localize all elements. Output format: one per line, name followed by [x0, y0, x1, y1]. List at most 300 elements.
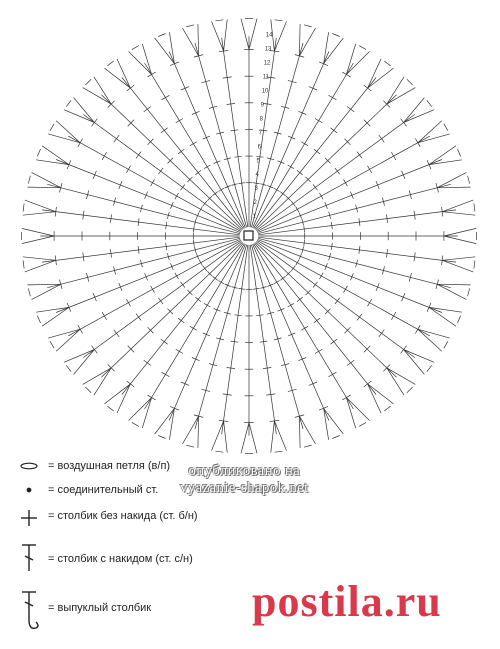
legend-text: = соединительный ст.: [48, 484, 159, 496]
stitch-tick: [296, 260, 299, 266]
legend-text: = столбик с накидом (ст. с/н): [48, 553, 193, 565]
stitch-spoke: [258, 238, 451, 287]
stitch-tick: [330, 128, 337, 133]
stitch-tick: [158, 298, 163, 304]
stitch-tick: [347, 107, 354, 112]
stitch-spoke: [195, 245, 247, 429]
stitch-tick: [203, 136, 210, 139]
stitch-tick: [350, 192, 353, 199]
stitch-fan: [324, 32, 329, 64]
stitch-tick: [192, 111, 200, 114]
stitch-spoke: [258, 184, 451, 233]
stitch-tick: [93, 171, 96, 179]
stitch-tick: [181, 382, 189, 385]
round-number: 5: [256, 158, 260, 165]
stitch-tick: [203, 201, 207, 206]
stitch-top: [107, 406, 113, 411]
stitch-fan: [442, 200, 473, 212]
round-number: 3: [254, 186, 258, 193]
stitch-tick: [147, 72, 155, 77]
stitch-spoke: [222, 245, 248, 434]
stitch-fan: [444, 228, 476, 236]
round-number: 7: [258, 130, 262, 137]
stitch-tick: [291, 266, 295, 271]
stitch-fan: [274, 421, 286, 451]
stitch-fan: [198, 24, 199, 56]
stitch-top: [132, 422, 139, 426]
stitch-tick: [314, 149, 320, 154]
stitch-tick: [297, 170, 303, 174]
stitch-tick: [331, 222, 332, 229]
stitch-spoke: [56, 239, 240, 312]
stitch-tick: [138, 218, 139, 226]
stitch-spoke: [251, 245, 303, 429]
stitch-fan: [442, 257, 475, 261]
stitch-tick: [350, 273, 353, 280]
stitch-fan: [64, 350, 95, 363]
round-number: 12: [263, 60, 271, 67]
stitch-top: [427, 365, 432, 371]
stitch-tick: [329, 372, 337, 377]
stitch-tick: [235, 156, 242, 157]
stitch-tick: [145, 273, 148, 280]
stitch-tick: [402, 293, 405, 301]
stitch-fan: [32, 284, 61, 299]
stitch-tick: [256, 315, 263, 316]
stitch-fan: [104, 68, 130, 88]
round-number: 1: [252, 214, 256, 221]
stitch-fan: [387, 368, 416, 385]
stitch-tick: [102, 312, 107, 320]
stitch-fan: [271, 421, 275, 453]
stitch-tick: [175, 273, 179, 279]
stitch-spoke: [42, 237, 240, 262]
stitch-fan: [224, 421, 228, 453]
stitch-tick: [213, 192, 218, 196]
stitch-fan: [444, 236, 476, 244]
stitch-fan: [368, 59, 381, 88]
round-number: 2: [253, 200, 257, 207]
stitch-tick: [193, 240, 194, 247]
stitch-fan: [22, 236, 54, 244]
stitch-tick: [274, 188, 280, 191]
stitch-fan: [36, 307, 69, 312]
stitch-tick: [301, 326, 308, 330]
stitch-fan: [241, 423, 249, 454]
stitch-top: [458, 149, 461, 156]
stitch-tick: [218, 281, 224, 284]
stitch-tick: [344, 286, 348, 293]
stitch-fan: [74, 350, 95, 375]
round-number: 4: [255, 172, 259, 179]
stitch-tick: [280, 276, 285, 280]
stitch-fan: [117, 384, 130, 413]
stitch-top: [186, 25, 194, 27]
stitch-tick: [239, 288, 246, 289]
stitch-tick: [298, 358, 306, 361]
stitch-fan: [94, 368, 111, 395]
stitch-tick: [119, 283, 122, 291]
stitch-tick: [181, 87, 189, 90]
stitch-tick: [78, 139, 83, 147]
stitch-fan: [23, 257, 56, 261]
stitch-tick: [161, 128, 168, 133]
stitch-tick: [359, 246, 360, 254]
stitch-top: [28, 176, 30, 184]
stitch-fan: [429, 307, 456, 326]
stitch-spoke: [254, 60, 354, 228]
stitch-tick: [161, 339, 168, 344]
stitch-fan: [83, 88, 112, 105]
stitch-fan: [404, 350, 435, 363]
stitch-fan: [198, 416, 199, 448]
stitch-top: [132, 46, 139, 50]
stitch-spoke: [222, 38, 248, 227]
stitch-tick: [256, 156, 263, 157]
stitch-tick: [357, 152, 362, 159]
stitch-top: [275, 20, 283, 21]
stitch-top: [474, 204, 475, 212]
round-number: 10: [261, 88, 269, 95]
stitch-tick: [175, 193, 179, 199]
stitch-fan: [299, 24, 300, 56]
stitch-fan: [224, 19, 228, 51]
stitch-top: [107, 61, 113, 66]
stitch-fan: [299, 28, 315, 56]
stitch-spoke: [169, 51, 245, 227]
stitch-tick: [190, 142, 197, 146]
stitch-fan: [28, 187, 61, 188]
stitch-fan: [404, 98, 425, 123]
round-number: 6: [257, 144, 261, 151]
stitch-top: [474, 260, 475, 268]
stitch-tick: [199, 260, 202, 266]
stitch-tick: [368, 166, 372, 173]
stitch-tick: [344, 179, 348, 186]
stitch-tick: [203, 266, 207, 271]
stitch-fan: [32, 172, 61, 187]
stitch-tick: [119, 181, 122, 189]
stitch-top: [468, 176, 470, 184]
stitch-top: [50, 341, 54, 348]
stitch-tick: [102, 152, 107, 160]
stitch-tick: [162, 372, 170, 377]
stitch-tick: [253, 183, 260, 184]
stitch-tick: [304, 226, 305, 233]
stitch-top: [85, 79, 91, 85]
stitch-fan: [324, 38, 344, 64]
stitch-fan: [241, 19, 249, 50]
stitch-top: [458, 316, 461, 323]
stitch-fan: [429, 307, 462, 312]
stitch-tick: [204, 303, 210, 307]
round-numbers: [253, 33, 274, 220]
stitch-top: [85, 387, 91, 393]
stitch-fan: [94, 77, 111, 104]
stitch-tick: [138, 246, 139, 254]
stitch-tick: [379, 135, 385, 142]
stitch-fan: [442, 260, 473, 272]
stitch-tick: [335, 168, 340, 174]
stitch-spoke: [256, 242, 397, 377]
stitch-fan: [169, 408, 174, 440]
cross-icon: [14, 510, 44, 530]
stitch-tick: [78, 325, 83, 333]
stitch-tick: [178, 318, 184, 323]
stitch-fan: [368, 384, 381, 413]
stitch-fan: [155, 408, 175, 434]
stitch-tick: [93, 293, 96, 301]
stitch-fan: [74, 98, 95, 123]
stitch-fan: [22, 228, 54, 236]
stitch-top: [215, 451, 223, 452]
stitch-spoke: [42, 210, 240, 235]
stitch-spoke: [195, 43, 247, 227]
stitch-fan: [64, 110, 95, 123]
stitch-tick: [391, 312, 396, 320]
stitch-tick: [298, 111, 306, 114]
stitch-fan: [387, 368, 404, 395]
stitch-top: [50, 124, 54, 131]
stitch-fan: [437, 284, 466, 299]
stitch-spoke: [169, 244, 245, 420]
stitch-tick: [314, 318, 320, 323]
stitch-top: [275, 451, 283, 452]
stitch-tick: [415, 325, 420, 333]
stitch-fan: [117, 59, 130, 88]
stitch-fan: [169, 32, 174, 64]
stitch-top: [444, 341, 448, 348]
stitch-top: [444, 124, 448, 131]
stitch-tick: [195, 297, 201, 301]
stitch-top: [66, 365, 71, 371]
stitch-tick: [114, 135, 120, 142]
stitch-top: [66, 100, 71, 106]
round-number: 13: [264, 46, 272, 53]
stitch-tick: [218, 188, 224, 191]
stitch-fan: [429, 146, 456, 165]
stitch-spoke: [56, 160, 240, 233]
stitch-tick: [162, 95, 170, 100]
stitch-fan: [429, 160, 462, 165]
stitch-spoke: [254, 244, 354, 409]
stitch-top: [384, 406, 390, 411]
stitch-spoke: [258, 210, 456, 235]
stitch-fan: [404, 110, 435, 123]
stitch-top: [407, 79, 413, 85]
stitch-tick: [309, 87, 317, 90]
stitch-tick: [126, 299, 130, 306]
stitch-fan: [104, 384, 130, 404]
stitch-tick: [315, 349, 322, 353]
postila-logo: [252, 573, 488, 629]
watermark-line2: vyazanie-shapok.net: [180, 480, 309, 496]
stitch-tick: [320, 193, 324, 199]
stitch-fan: [155, 38, 175, 64]
hook-icon: [14, 590, 44, 638]
stitch-top: [37, 316, 40, 323]
stitch-top: [359, 422, 366, 426]
stitch-fan: [368, 384, 394, 404]
stitch-tick: [176, 349, 183, 353]
stitch-tick: [144, 360, 151, 365]
watermark: [180, 463, 309, 497]
stitch-tick: [181, 282, 185, 288]
stitch-spoke: [47, 238, 240, 287]
stitch-fan: [183, 416, 199, 444]
stitch-tick: [304, 240, 305, 247]
stitch-tick: [192, 358, 200, 361]
stitch-fan: [249, 19, 257, 50]
stitch-tick: [235, 315, 242, 316]
stitch-tick: [288, 303, 294, 307]
stitch-spoke: [101, 242, 242, 377]
stitch-tick: [391, 152, 396, 160]
stitch-fan: [404, 350, 425, 375]
chain-oval-icon: [14, 460, 44, 476]
stitch-tick: [204, 165, 210, 169]
stitch-spoke: [253, 244, 329, 420]
stitch-tick: [166, 222, 167, 229]
stitch-top: [427, 100, 432, 106]
stitch-tick: [320, 273, 324, 279]
stitch-tick: [288, 165, 294, 169]
stitch-fan: [437, 187, 470, 188]
stitch-tick: [342, 395, 350, 400]
stitch-tick: [280, 192, 285, 196]
stitch-tick: [288, 136, 295, 139]
stitch-tick: [297, 297, 303, 301]
stitch-tick: [301, 142, 308, 146]
stitch-spoke: [258, 237, 456, 262]
stitch-spoke: [254, 136, 430, 232]
stitch-top: [359, 46, 366, 50]
stitch-tick: [296, 207, 299, 213]
stitch-spoke: [68, 240, 241, 336]
stitch-tick: [342, 72, 350, 77]
stitch-tick: [193, 226, 194, 233]
stitch-tick: [309, 382, 317, 385]
stitch-tick: [136, 314, 141, 321]
stitch-tick: [402, 171, 405, 179]
stitch-fan: [28, 284, 61, 285]
round-number: 11: [262, 74, 269, 81]
stitch-tick: [126, 166, 130, 173]
stitch-spoke: [255, 160, 442, 233]
stitch-tick: [415, 139, 420, 147]
stitch-tick: [181, 185, 185, 191]
stitch-tick: [357, 314, 362, 321]
stitch-fan: [437, 172, 466, 187]
stitch-tick: [330, 339, 337, 344]
stitch-tick: [359, 218, 360, 226]
stitch-top: [304, 25, 312, 27]
stitch-tick: [288, 333, 295, 336]
stitch-top: [23, 260, 24, 268]
round-number: 14: [265, 32, 273, 39]
stitch-top: [215, 20, 223, 21]
stitch-top: [304, 445, 312, 447]
stitch-fan: [299, 416, 300, 448]
stitch-tick: [376, 181, 379, 189]
stitch-spoke: [258, 239, 442, 312]
stitch-tick: [144, 107, 151, 112]
stitch-spoke: [47, 184, 240, 233]
legend-text: = выпуклый столбик: [48, 602, 152, 614]
stitch-fan: [249, 423, 257, 454]
stitch-spoke: [145, 63, 245, 228]
stitch-tick: [239, 183, 246, 184]
stitch-tick: [313, 282, 317, 288]
stitch-tick: [335, 298, 340, 304]
stitch-tick: [291, 201, 295, 206]
stitch-fan: [324, 408, 329, 440]
stitch-fan: [274, 21, 286, 51]
stitch-fan: [25, 260, 56, 272]
stitch-fan: [25, 200, 56, 212]
stitch-top: [23, 204, 24, 212]
stitch-fan: [368, 68, 394, 88]
stitch-spoke: [250, 245, 276, 434]
stitch-top: [186, 445, 194, 447]
tall-t-icon: [14, 543, 44, 577]
stitch-tick: [313, 185, 317, 191]
stitch-tick: [158, 168, 163, 174]
stitch-tick: [190, 326, 197, 330]
stitch-tick: [213, 276, 218, 280]
legend-text: = воздушная петля (в/п): [48, 460, 171, 472]
stitch-fan: [42, 307, 69, 326]
stitch-tick: [379, 330, 385, 337]
stitch-tick: [166, 243, 167, 250]
stitch-fan: [324, 408, 344, 434]
stitch-spoke: [145, 244, 245, 409]
stitch-tick: [331, 243, 332, 250]
stitch-tick: [195, 170, 201, 174]
center-ring: [244, 231, 253, 240]
stitch-fan: [212, 421, 224, 451]
stitch-tick: [151, 286, 155, 293]
stitch-tick: [151, 179, 155, 186]
stitch-fan: [183, 28, 199, 56]
stitch-fan: [437, 284, 470, 285]
stitch-tick: [136, 152, 141, 159]
dot-icon: [14, 484, 44, 500]
stitch-tick: [147, 395, 155, 400]
watermark-line1: опубликовано на: [188, 463, 301, 479]
stitch-top: [332, 436, 339, 439]
stitch-fan: [387, 77, 404, 104]
stitch-tick: [114, 330, 120, 337]
stitch-top: [37, 149, 40, 156]
stitch-tick: [253, 288, 260, 289]
stitch-fan: [36, 160, 69, 165]
stitch-fan: [42, 146, 69, 165]
stitch-spoke: [253, 95, 397, 230]
stitch-top: [384, 61, 390, 66]
stitch-fan: [299, 416, 315, 444]
stitch-top: [407, 387, 413, 393]
logo-text: postila.ru: [252, 576, 442, 626]
stitch-tick: [203, 333, 210, 336]
round-number: 9: [260, 102, 264, 109]
stitch-tick: [315, 119, 322, 123]
stitch-top: [158, 34, 165, 37]
stitch-tick: [274, 281, 280, 284]
stitch-spoke: [257, 240, 430, 336]
stitch-fan: [83, 368, 112, 385]
stitch-fan: [23, 212, 56, 216]
